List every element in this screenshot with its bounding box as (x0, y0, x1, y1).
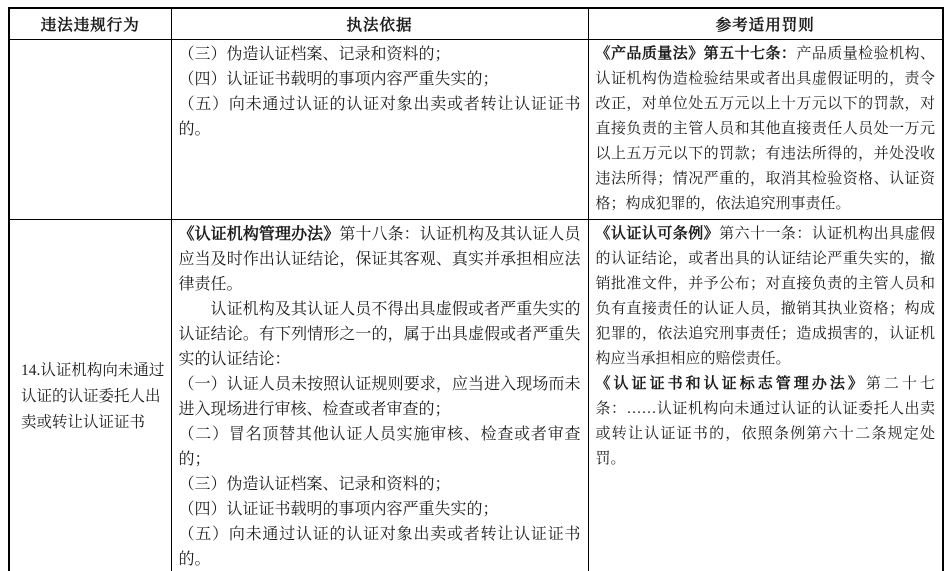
text-segment: （三）伪造认证档案、记录和资料的； (178, 45, 451, 63)
text-segment: 14.认证机构向未通过认证的认证委托人出卖或转让认证证书 (21, 361, 165, 431)
paragraph (596, 372, 936, 472)
table-row (9, 219, 943, 571)
paragraph (179, 497, 581, 522)
paragraph (179, 222, 581, 297)
cell-basis (171, 39, 588, 219)
column-header-basis: 执法依据 (171, 8, 588, 39)
cell-behavior (9, 39, 171, 219)
paragraph (179, 92, 581, 142)
table-row (9, 39, 943, 219)
column-header-penalty: 参考适用罚则 (588, 8, 943, 39)
paragraph (179, 372, 581, 422)
text-segment: 第十八条：认证机构及其认证人员应当及时作出认证结论，保证其客观、真实并承担相应法律责任。 (178, 225, 581, 293)
table-header-row (9, 8, 943, 39)
law-title: 《认证证书和认证标志管理办法》 (595, 375, 866, 392)
cell-basis (171, 219, 588, 571)
law-title: 《认证机构管理办法》 (178, 225, 340, 243)
law-title: 《产品质量法》第五十七条： (595, 45, 797, 62)
text-segment: 第六十一条：认证机构出具虚假的认证结论，或者出具的认证结论严重失实的，撤销批准文件，并予公布；对直接负责的主管人员和负有直接责任的认证人员，撤销其执业资格；构成犯罪的，依法追究刑事责任；造成损害的，认证机构应当承担相应的赔偿责任。 (595, 225, 935, 367)
paragraph (596, 222, 936, 372)
text-segment: （五）向未通过认证的认证对象出卖或者转让认证证书的。 (178, 525, 581, 568)
text-segment: （四）认证证书载明的事项内容严重失实的； (178, 500, 499, 518)
paragraph (179, 522, 581, 571)
text-segment: （五）向未通过认证的认证对象出卖或者转让认证证书的。 (178, 95, 581, 138)
paragraph (21, 358, 165, 436)
paragraph (596, 42, 936, 217)
paragraph (179, 472, 581, 497)
paragraph (179, 42, 581, 67)
text-segment: （三）伪造认证档案、记录和资料的； (178, 475, 451, 493)
text-segment: 产品质量检验机构、认证机构伪造检验结果或者出具虚假证明的，责令改正，对单位处五万元以上十万元以下的罚款，对直接负责的主管人员和其他直接责任人员处一万元以上五万元以下的罚款；有违法所得的，并处没收违法所得；情况严重的，取消其检验资格、认证资格；构成犯罪的，依法追究刑事责任。 (595, 45, 935, 212)
text-segment: 第二十七条：……认证机构向未通过认证的认证委托人出卖或转让认证证书的，依照条例第六十二条规定处罚。 (595, 375, 935, 467)
paragraph (179, 297, 581, 372)
text-segment: （四）认证证书载明的事项内容严重失实的； (178, 70, 499, 88)
text-segment: （二）冒名顶替其他认证人员实施审核、检查或者审查的； (178, 425, 581, 468)
paragraph (179, 67, 581, 92)
cell-behavior (9, 219, 171, 571)
table-body (9, 39, 943, 571)
law-title: 《认证认可条例》 (595, 225, 720, 242)
column-header-behavior: 违法违规行为 (9, 8, 171, 39)
cell-penalty (588, 39, 943, 219)
regulation-table (8, 7, 944, 571)
cell-penalty (588, 219, 943, 571)
text-segment: （一）认证人员未按照认证规则要求，应当进入现场而未进入现场进行审核、检查或者审查的； (178, 375, 581, 418)
paragraph (179, 422, 581, 472)
text-segment: 认证机构及其认证人员不得出具虚假或者严重失实的认证结论。有下列情形之一的，属于出具虚假或者严重失实的认证结论： (178, 300, 581, 368)
